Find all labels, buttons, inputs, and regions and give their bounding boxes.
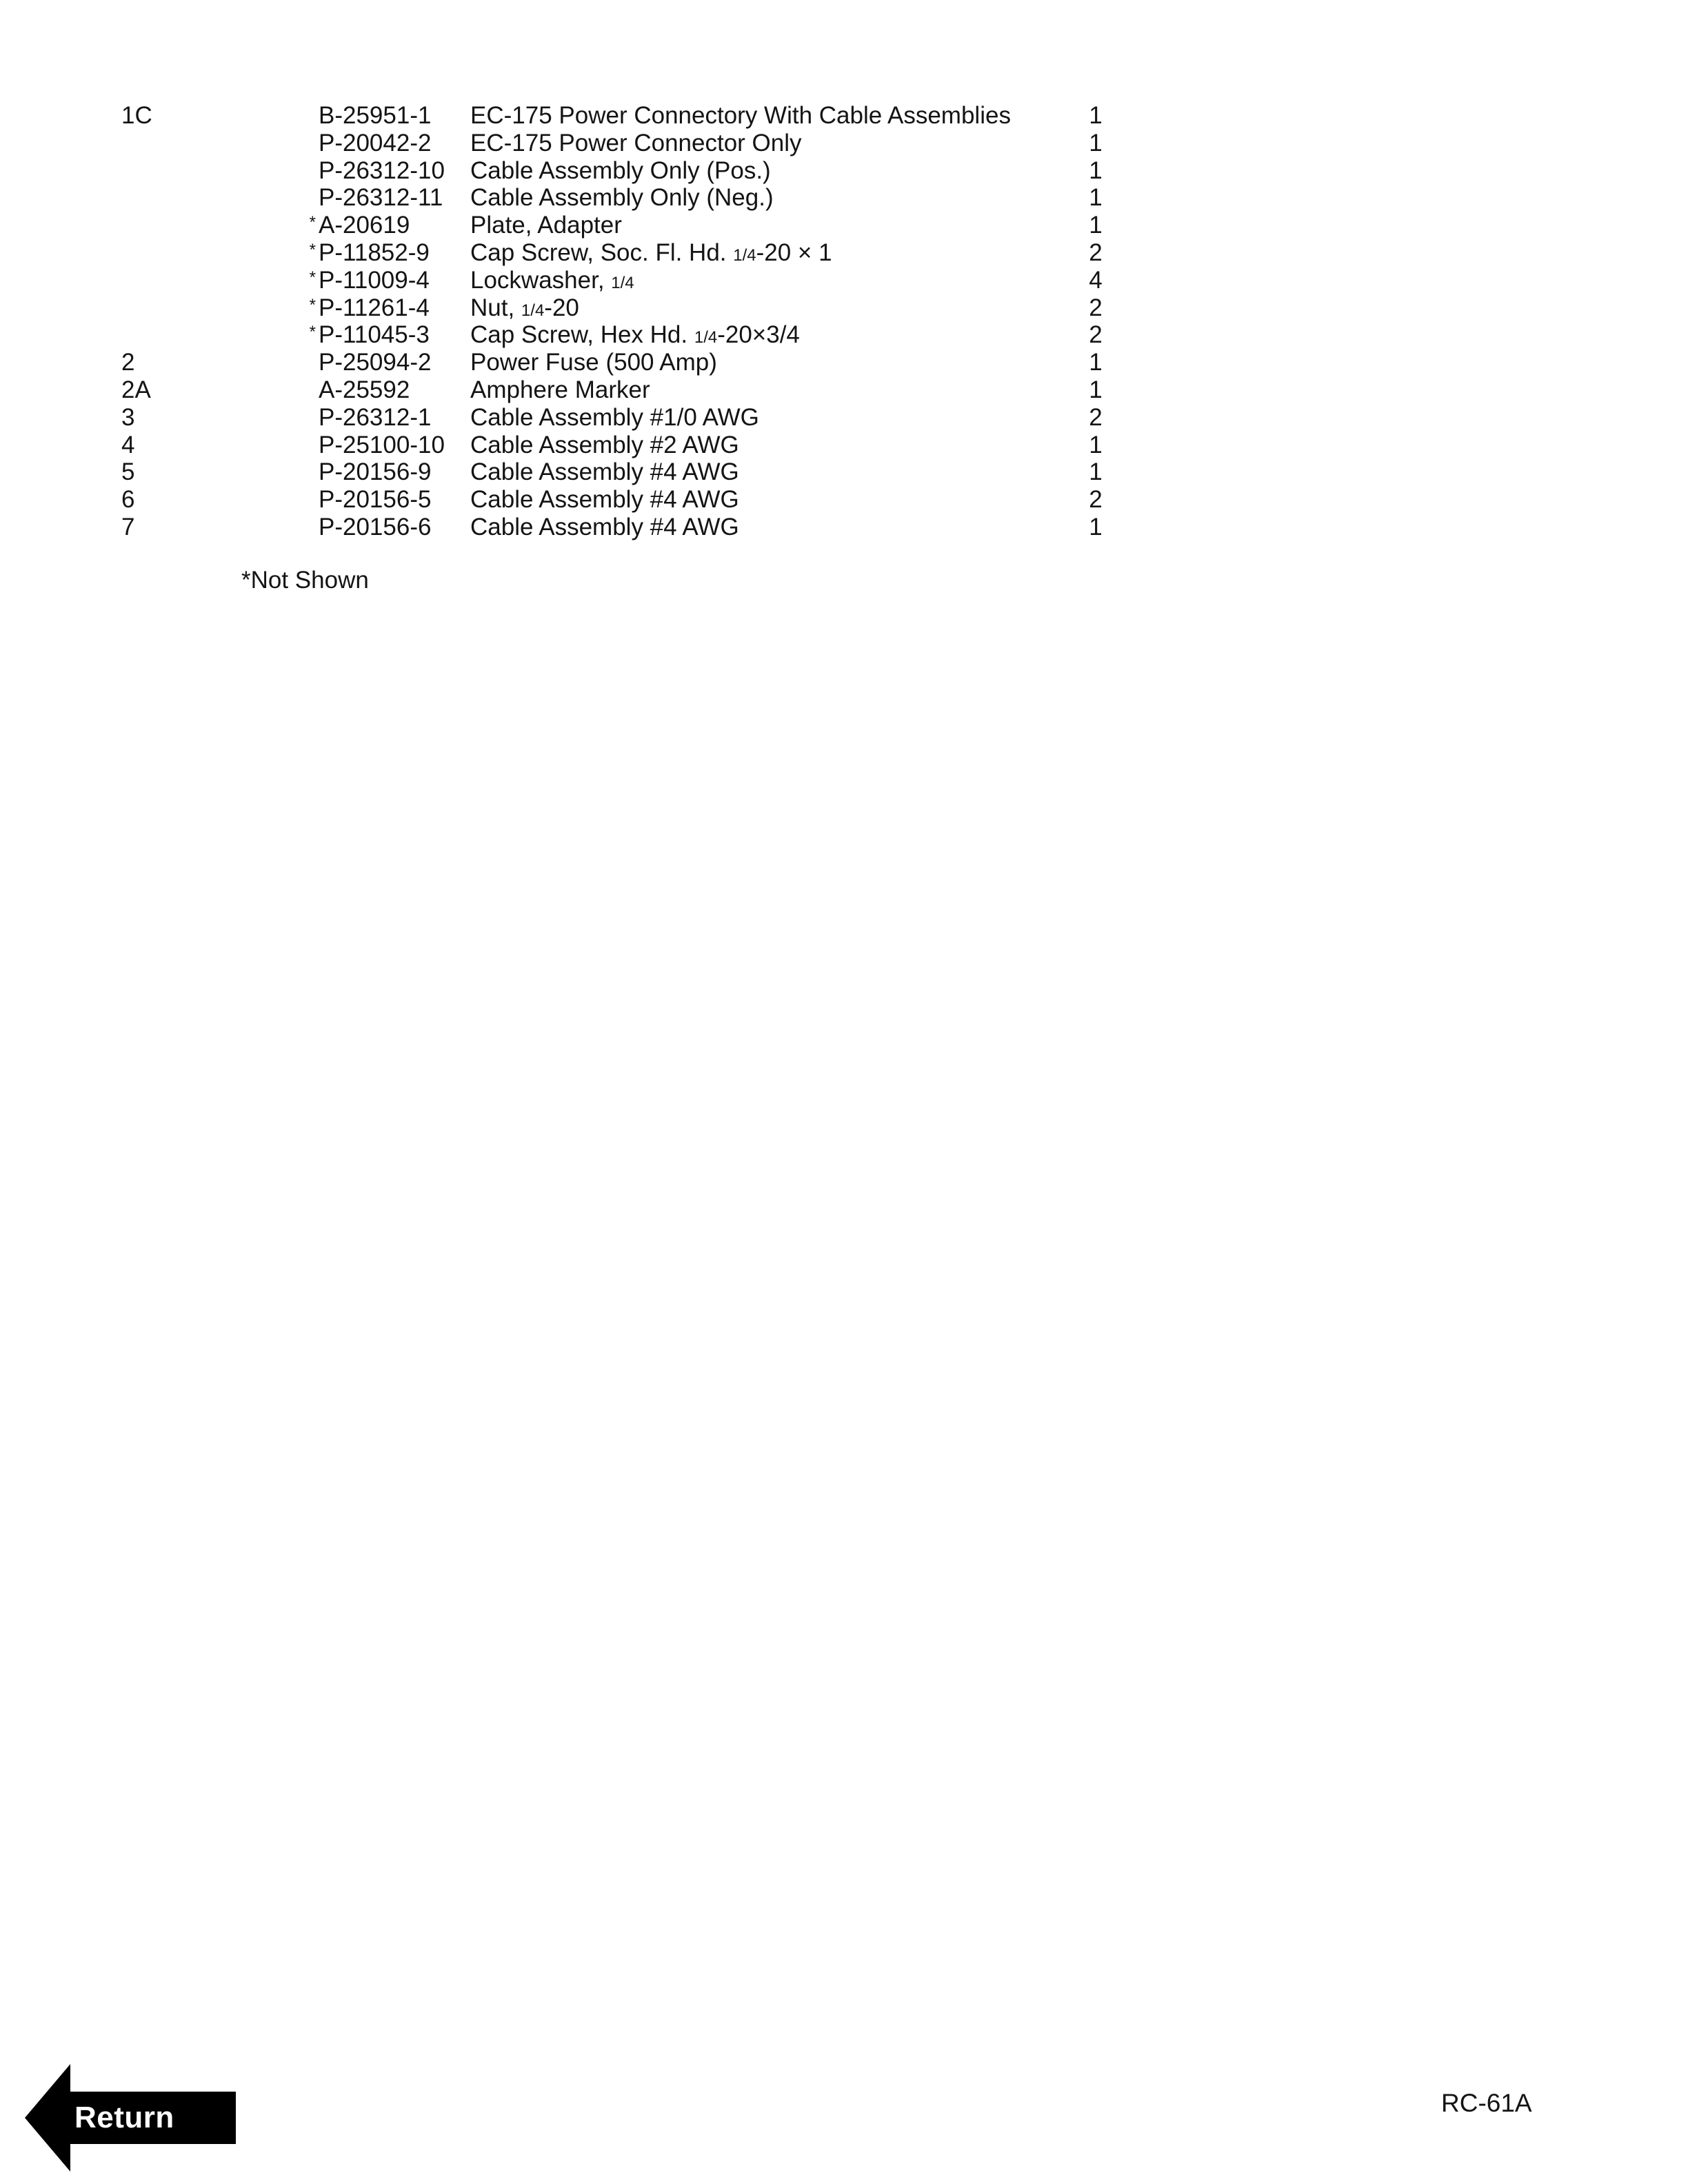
part-number-cell <box>223 130 451 160</box>
part-row <box>0 212 1172 239</box>
quantity: 1 <box>1089 376 1103 403</box>
part-number: P-11045-3 <box>319 321 430 349</box>
description-suffix: -20 <box>544 294 579 321</box>
quantity: 2 <box>1089 321 1103 349</box>
item-number: 4 <box>121 431 135 458</box>
part-number: P-26312-1 <box>319 403 432 431</box>
part-number-cell <box>223 404 451 434</box>
part-row <box>0 458 1172 486</box>
description-text: Cable Assembly #1/0 AWG <box>470 403 759 431</box>
return-button[interactable] <box>25 2064 236 2172</box>
fraction: 1/4 <box>611 273 634 292</box>
part-number: P-20156-6 <box>319 513 432 540</box>
not-shown-marker: * <box>309 323 316 342</box>
part-number-cell <box>223 239 451 270</box>
part-number-cell <box>223 321 451 352</box>
part-description <box>470 212 622 242</box>
not-shown-marker: * <box>309 240 316 259</box>
part-number: P-25094-2 <box>319 349 432 376</box>
part-number-cell <box>223 349 451 379</box>
part-description <box>470 239 832 270</box>
quantity: 2 <box>1089 403 1103 431</box>
quantity: 1 <box>1089 184 1103 212</box>
part-description <box>470 321 800 352</box>
not-shown-marker: * <box>309 213 316 232</box>
part-description <box>470 267 634 297</box>
part-row <box>0 404 1172 432</box>
part-description <box>470 432 739 462</box>
part-description <box>470 486 739 516</box>
quantity: 1 <box>1089 458 1103 486</box>
part-description <box>470 157 771 188</box>
item-number: 6 <box>121 486 135 514</box>
item-number: 1C <box>121 102 152 129</box>
part-description <box>470 376 650 407</box>
description-text: Cable Assembly #4 AWG <box>470 486 739 514</box>
part-number-cell <box>223 157 451 188</box>
part-description <box>470 514 739 544</box>
item-number: 3 <box>121 403 135 431</box>
description-suffix: -20×3/4 <box>717 321 800 349</box>
quantity: 2 <box>1089 239 1103 266</box>
part-number-cell <box>223 267 451 297</box>
not-shown-marker: * <box>309 267 316 287</box>
part-number-cell <box>223 212 451 242</box>
footnote-not-shown: *Not Shown <box>241 567 369 594</box>
part-row <box>0 130 1172 157</box>
item-number: 5 <box>121 458 135 486</box>
part-description <box>470 102 1011 132</box>
part-description <box>470 349 717 379</box>
description-text: Cable Assembly #4 AWG <box>470 458 739 486</box>
part-number: P-20156-9 <box>319 458 432 486</box>
quantity: 1 <box>1089 431 1103 458</box>
part-number-cell <box>223 514 451 544</box>
fraction: 1/4 <box>733 245 756 265</box>
description-text: Lockwasher, <box>470 266 612 294</box>
part-row <box>0 239 1172 267</box>
quantity: 1 <box>1089 156 1103 184</box>
part-row <box>0 294 1172 322</box>
part-number: A-25592 <box>319 376 410 403</box>
not-shown-marker: * <box>309 295 316 314</box>
part-row <box>0 267 1172 294</box>
description-text: Cable Assembly Only (Pos.) <box>470 156 771 184</box>
parts-list <box>0 102 1172 541</box>
description-text: Plate, Adapter <box>470 212 622 239</box>
description-suffix: -20 × 1 <box>756 239 832 266</box>
description-text: Nut, <box>470 294 521 321</box>
quantity: 2 <box>1089 486 1103 514</box>
part-number: P-11261-4 <box>319 294 430 321</box>
part-description <box>470 404 759 434</box>
description-text: EC-175 Power Connector Only <box>470 129 802 156</box>
return-button-label: Return <box>74 2101 174 2134</box>
description-text: Cable Assembly #4 AWG <box>470 513 739 540</box>
quantity: 4 <box>1089 266 1103 294</box>
quantity: 1 <box>1089 349 1103 376</box>
quantity: 1 <box>1089 129 1103 156</box>
part-number-cell <box>223 458 451 489</box>
description-text: Amphere Marker <box>470 376 650 403</box>
description-text: Cap Screw, Hex Hd. <box>470 321 694 349</box>
part-number: A-20619 <box>319 212 410 239</box>
part-row <box>0 157 1172 185</box>
quantity: 1 <box>1089 513 1103 540</box>
part-number-cell <box>223 432 451 462</box>
item-number: 2 <box>121 349 135 376</box>
part-number-cell <box>223 184 451 214</box>
part-number-cell <box>223 294 451 325</box>
part-description <box>470 130 802 160</box>
part-description <box>470 184 774 214</box>
description-text: EC-175 Power Connectory With Cable Assemblies <box>470 102 1011 129</box>
part-number-cell <box>223 486 451 516</box>
part-number-cell <box>223 102 451 132</box>
part-number: P-26312-10 <box>319 156 445 184</box>
part-number: B-25951-1 <box>319 102 432 129</box>
part-number: P-20156-5 <box>319 486 432 514</box>
part-row <box>0 432 1172 459</box>
fraction: 1/4 <box>521 301 545 320</box>
description-text: Power Fuse (500 Amp) <box>470 349 717 376</box>
part-row <box>0 184 1172 212</box>
item-number: 2A <box>121 376 151 403</box>
quantity: 1 <box>1089 102 1103 129</box>
fraction: 1/4 <box>694 328 718 347</box>
part-row <box>0 102 1172 130</box>
description-text: Cap Screw, Soc. Fl. Hd. <box>470 239 734 266</box>
description-text: Cable Assembly Only (Neg.) <box>470 184 774 212</box>
part-description <box>470 458 739 489</box>
part-number: P-11009-4 <box>319 266 430 294</box>
part-description <box>470 294 579 325</box>
part-row <box>0 514 1172 541</box>
quantity: 2 <box>1089 294 1103 321</box>
item-number: 7 <box>121 513 135 540</box>
part-row <box>0 321 1172 349</box>
part-number: P-26312-11 <box>319 184 443 212</box>
part-number: P-25100-10 <box>319 431 445 458</box>
part-row <box>0 349 1172 376</box>
part-number: P-11852-9 <box>319 239 430 266</box>
part-row <box>0 376 1172 404</box>
description-text: Cable Assembly #2 AWG <box>470 431 739 458</box>
page-code: RC-61A <box>1441 2089 1532 2117</box>
quantity: 1 <box>1089 212 1103 239</box>
part-number-cell <box>223 376 451 407</box>
part-row <box>0 486 1172 514</box>
part-number: P-20042-2 <box>319 129 432 156</box>
